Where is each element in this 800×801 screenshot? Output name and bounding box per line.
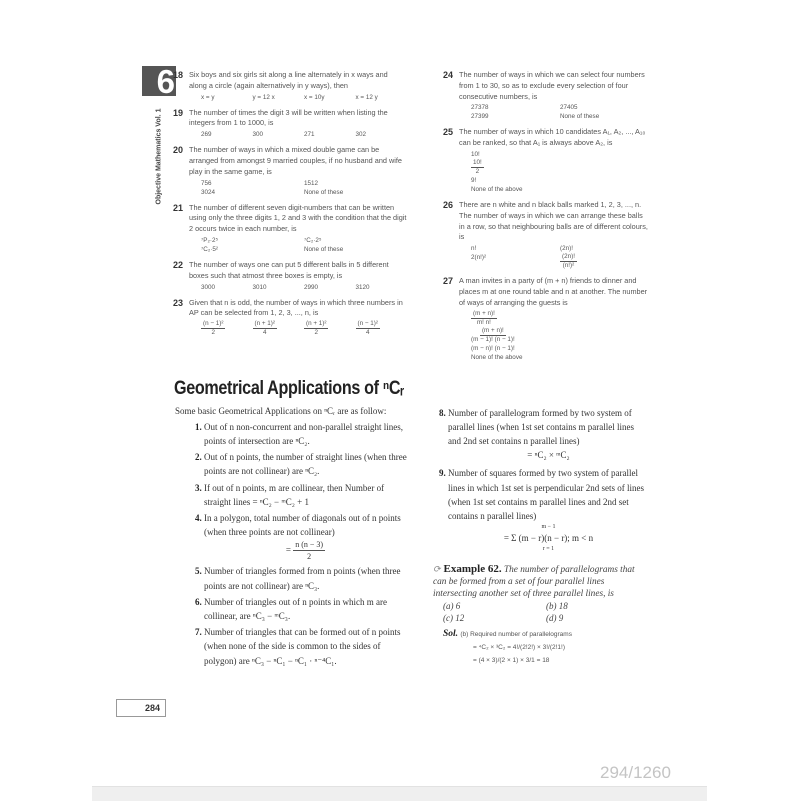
question-number: 25 — [443, 127, 454, 138]
chapter-tab — [142, 63, 176, 100]
option: 27405 — [560, 104, 578, 112]
item-text: Number of parallelogram formed by two system of parallel lines (when 1st set contains m parallel lines and 2nd set contains n parallel lines) — [448, 407, 634, 446]
option — [304, 320, 356, 337]
option: 2(n!)² — [471, 254, 487, 262]
question-number: 20 — [173, 145, 184, 156]
page-content — [173, 70, 649, 668]
option: ⁷C₂·2⁵ — [304, 236, 322, 244]
solution-step: = ⁴C₂ × ³C₂ = 4!/(2!2!) × 3!/(2!1!) — [473, 644, 566, 652]
option: 756 — [201, 179, 212, 187]
question-number: 21 — [173, 202, 184, 213]
option: 3120 — [355, 283, 370, 291]
section-heading: Geometrical Applications of ⁿCᵣ — [174, 377, 404, 399]
option: 3000 — [201, 283, 216, 291]
option: (d) 9 — [546, 613, 564, 624]
option: x = 12 y — [355, 93, 378, 101]
numerator: (m + n)! — [481, 326, 504, 334]
option: ⁷P₂·2⁵ — [201, 236, 219, 244]
question-text: The number of different seven digit-numbers that can be written using only the three digits 1, 2 and 3 with the condition that the digit 2 occurs twice in each number, is — [189, 202, 407, 234]
item-number: 1. — [195, 421, 202, 432]
question-20 — [173, 145, 407, 196]
question-column-left — [173, 70, 407, 343]
denominator: 2 — [314, 329, 318, 337]
option — [201, 320, 253, 337]
option: 2990 — [304, 283, 319, 291]
list-item — [189, 595, 407, 623]
item-text: In a polygon, total number of diagonals out of n points (when three points are not collinear) — [204, 512, 401, 538]
list-item — [189, 450, 407, 478]
denominator: 2 — [211, 329, 215, 337]
section-intro: Some basic Geometrical Applications on ⁿCᵣ are as follow: — [175, 405, 387, 416]
item-text: If out of n points, m are collinear, then Number of straight lines = ⁿC₂ − ᵐC₂ + 1 — [204, 482, 385, 507]
item-text: Number of triangles that can be formed out of n points (when none of the side is common to the sides of polygon) are ⁿC₃ − ⁿC₁ − ⁿC₁ · ⁿ⁻⁴C₁. — [204, 627, 401, 666]
item-text: Out of n non-concurrent and non-parallel straight lines, points of intersection are ⁿC₂. — [204, 421, 403, 446]
option: None of the above — [471, 185, 523, 193]
option: 3010 — [252, 283, 267, 291]
option: None of these — [304, 188, 344, 196]
chapter-number: 6 — [156, 63, 175, 100]
question-text: A man invites in a party of (m + n) friends to dinner and places m at one round table and n at another. The number of ways of arranging the guests is — [459, 276, 648, 307]
option — [560, 253, 649, 270]
example-label: Example 62. — [443, 563, 502, 576]
question-number: 23 — [173, 297, 184, 308]
option: 10! — [471, 150, 480, 158]
item-text: Number of squares formed by two system of parallel lines in which 1st set is perpendicular 2nd sets of lines (when 1st set contains m parallel lines and 2nd set contains n parallel lines) — [448, 468, 644, 521]
denominator: m! n! — [476, 318, 491, 326]
solution-text: (b) Required number of parallelograms — [460, 631, 572, 639]
numerator: (m + n)! — [473, 309, 495, 317]
list-item — [189, 481, 407, 509]
denominator: 4 — [262, 329, 267, 337]
denominator: (n!)² — [562, 262, 575, 270]
option — [471, 310, 649, 327]
question-column-right — [443, 70, 649, 368]
item-number: 4. — [195, 512, 202, 523]
question-text: Given that n is odd, the number of ways in which three numbers in AP can be selected from 1, 2, 3, ..., n, is — [189, 297, 403, 318]
question-number: 26 — [443, 199, 454, 210]
option: n! — [471, 245, 477, 253]
item-number: 7. — [195, 627, 202, 638]
page-number-box: 284 — [116, 699, 166, 717]
option: x = 10y — [304, 93, 325, 101]
solution-label: Sol. — [443, 629, 459, 640]
item-number: 6. — [195, 596, 202, 607]
question-number: 24 — [443, 70, 454, 80]
sum-upper-limit: m − 1 — [541, 524, 556, 531]
book-title: Objective Mathematics Vol. 1 — [155, 108, 163, 205]
question-text: The number of ways one can put 5 different balls in 5 different boxes such that atmost three boxes is empty, is — [189, 259, 389, 280]
question-24 — [443, 70, 649, 121]
option — [471, 327, 649, 344]
item-number: 2. — [195, 452, 202, 463]
option: (m − n)! (n − 1)! — [471, 344, 515, 352]
example-62 — [433, 563, 649, 667]
option: 27399 — [471, 113, 489, 121]
numerator: (n + 1)² — [306, 320, 327, 328]
option: 27378 — [471, 104, 489, 112]
numerator: 10! — [473, 158, 482, 166]
question-text: The number of ways in which a mixed double game can be arranged from amongst 9 married couples, if no husband and wife play in the same game, is — [189, 145, 402, 176]
horizontal-scrollbar[interactable] — [92, 786, 707, 801]
list-item — [433, 466, 649, 553]
question-text: The number of times the digit 3 will be written when listing the integers from 1 to 1000, is — [189, 107, 388, 128]
option: (b) 18 — [546, 601, 568, 612]
numerator: (n − 1)² — [203, 320, 224, 328]
question-22 — [173, 259, 407, 292]
question-number: 27 — [443, 276, 454, 287]
question-26 — [443, 199, 649, 270]
option — [253, 320, 305, 337]
item-number: 5. — [195, 566, 202, 577]
formula: = Σ (m − r)(n − r); m < n — [503, 533, 594, 544]
question-number: 19 — [173, 107, 184, 118]
denominator: 2 — [475, 167, 480, 175]
formula: = ⁿC₂ × ᵐC₂ — [527, 450, 570, 461]
item-text: Out of n points, the number of straight lines (when three points are not collinear) are ⁿC₂. — [204, 452, 407, 477]
question-25 — [443, 127, 649, 194]
question-text: Six boys and six girls sit along a line alternately in x ways and along a circle (again alternatively in y ways), then — [189, 70, 388, 90]
option: None of these — [560, 113, 600, 121]
question-number: 18 — [173, 70, 184, 80]
question-text: There are n white and n black balls marked 1, 2, 3, ..., n. The number of ways in which we can arrange these balls in a row, so that neighbouring balls are of different colours, is — [459, 199, 648, 242]
numerator: (n + 1)² — [254, 320, 275, 328]
question-number: 22 — [173, 259, 184, 270]
option: None of the above — [471, 353, 523, 361]
question-columns — [173, 70, 649, 368]
item-number: 8. — [439, 407, 446, 418]
option: y = 12 x — [252, 93, 275, 101]
question-19 — [173, 107, 407, 140]
option: None of these — [304, 245, 344, 253]
option: 269 — [201, 131, 212, 139]
item-number: 9. — [439, 468, 446, 479]
option: 271 — [304, 131, 315, 139]
option: 3024 — [201, 188, 216, 196]
option: 302 — [355, 131, 367, 139]
option: (c) 12 — [443, 613, 465, 624]
option: (2n)! — [560, 245, 573, 253]
denominator: (m − 1)! (n − 1)! — [471, 335, 515, 343]
numerator: (n − 1)² — [357, 320, 378, 328]
option — [356, 320, 408, 337]
question-text: The number of ways in which 10 candidates A₁, A₂, ..., A₁₀ can be ranked, so that A₁ is always above A₂, is — [459, 127, 646, 148]
list-item — [433, 406, 649, 463]
denominator: 4 — [365, 329, 370, 337]
page-indicator: 294/1260 — [600, 763, 671, 782]
option: (a) 6 — [443, 601, 461, 612]
section-right-column — [433, 404, 649, 668]
solution-step: = (4 × 3)/(2 × 1) × 3/1 = 18 — [473, 657, 550, 665]
question-text: The number of ways in which we can select four numbers from 1 to 30, so as to exclude every selection of four consecutive numbers, is — [459, 70, 645, 101]
question-21 — [173, 202, 407, 254]
list-item: 4. In a polygon, total number of diagonals out of n points (when three points are not collinear) = $\frac{n (n - 3)}{2}$ — [195, 512, 401, 562]
option: 300 — [252, 131, 264, 139]
item-number: 3. — [195, 482, 202, 493]
example-text: The number of parallelograms that can be formed from a set of four parallel lines intersecting another set of three parallel lines, is — [433, 565, 635, 600]
item-text: Number of triangles out of n points in which m are collinear, are ⁿC₃ − ᵐC₃. — [204, 596, 387, 621]
option: x = y — [201, 93, 215, 101]
numerator: (2n)! — [562, 253, 575, 261]
option: ⁷C₂·5² — [201, 245, 218, 253]
section-columns — [175, 404, 649, 668]
option — [471, 159, 649, 176]
sum-lower-limit: r = 1 — [542, 546, 555, 553]
example-arrow-icon: ⟳ — [433, 564, 441, 575]
question-27 — [443, 276, 649, 361]
numerator: n (n − 3) — [295, 540, 324, 550]
list-item — [189, 420, 407, 448]
option: 1512 — [304, 179, 319, 187]
question-23 — [173, 297, 407, 338]
section-left-column — [175, 404, 407, 668]
option: 9! — [471, 176, 477, 184]
question-18 — [173, 70, 407, 102]
list-item — [189, 564, 407, 592]
denominator: 2 — [307, 552, 312, 562]
list-item — [189, 625, 407, 668]
item-text: Number of triangles formed from n points (when three points are not collinear) are ⁿC₃. — [204, 566, 401, 591]
